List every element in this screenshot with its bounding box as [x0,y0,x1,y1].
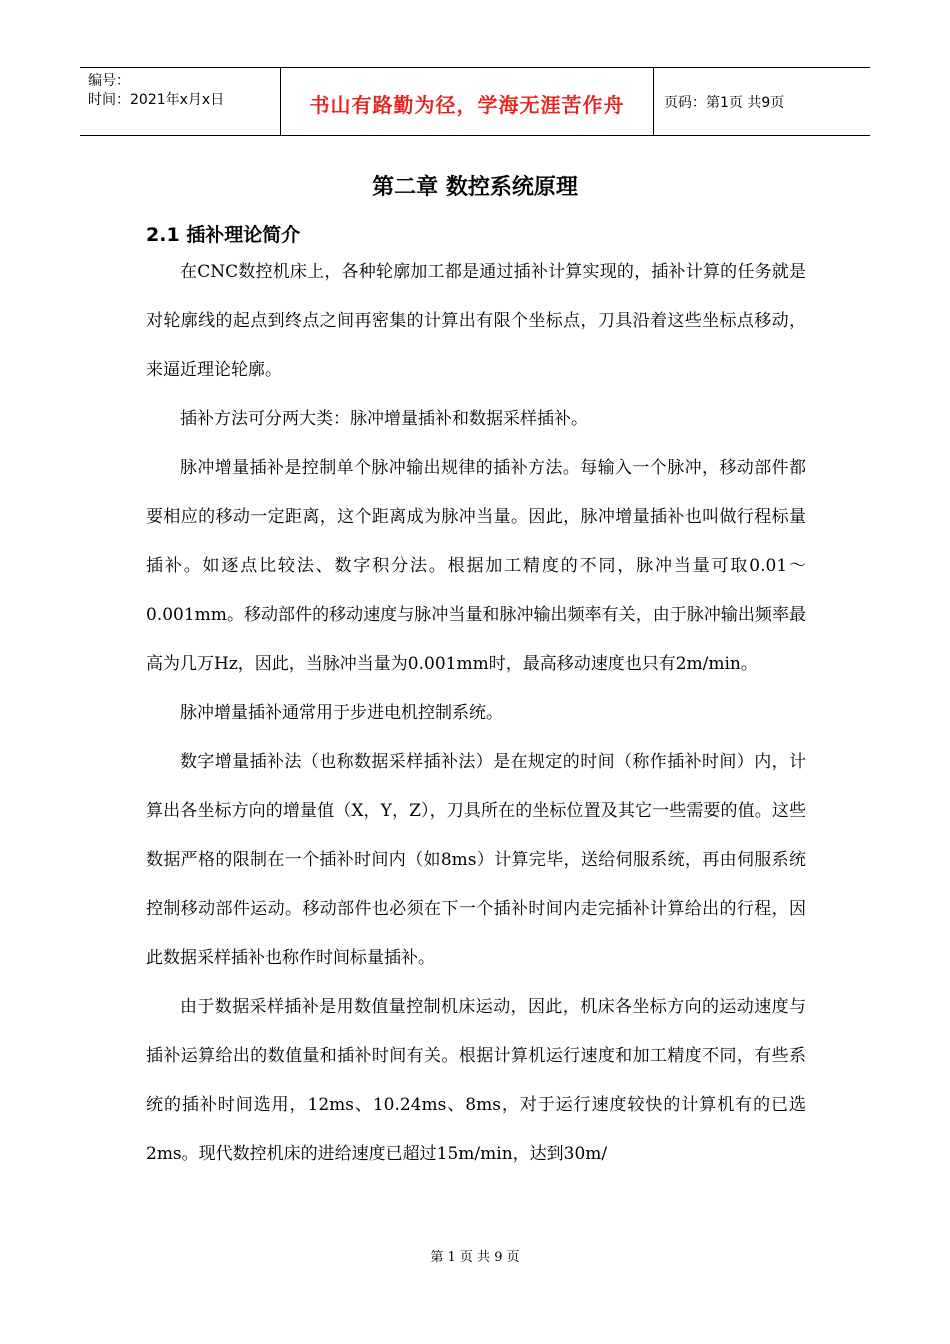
page-header [80,67,870,136]
body-paragraph: 脉冲增量插补是控制单个脉冲输出规律的插补方法。每输入一个脉冲，移动部件都要相应的移动一定距离，这个距离成为脉冲当量。因此，脉冲增量插补也叫做行程标量插补。如逐点比较法、数字积分法。根据加工精度的不同，脉冲当量可取0.01～0.001mm。移动部件的移动速度与脉冲当量和脉冲输出频率有关，由于脉冲输出频率最高为几万Hz，因此，当脉冲当量为0.001mm时，最高移动速度也只有2m/min。 [146,458,806,674]
body-paragraph: 在CNC数控机床上，各种轮廓加工都是通过插补计算实现的，插补计算的任务就是对轮廓线的起点到终点之间再密集的计算出有限个坐标点，刀具沿着这些坐标点移动，来逼近理论轮廓。 [146,262,806,380]
header-motto-cell [281,68,654,135]
body-paragraph: 脉冲增量插补通常用于步进电机控制系统。 [180,703,503,723]
header-meta [80,68,281,135]
body-paragraph: 数字增量插补法（也称数据采样插补法）是在规定的时间（称作插补时间）内，计算出各坐标方向的增量值（X，Y，Z），刀具所在的坐标位置及其它一些需要的值。这些数据严格的限制在一个插补时间内（如8ms）计算完毕，送给伺服系统，再由伺服系统控制移动部件运动。移动部件也必须在下一个插补时间内走完插补计算给出的行程，因此数据采样插补也称作时间标量插补。 [146,752,806,968]
header-page-code: 页码：第1页 共9页 [664,94,785,111]
body-paragraph: 插补方法可分两大类：脉冲增量插补和数据采样插补。 [180,409,588,429]
document-time-label: 时间：2021年x月x日 [88,92,225,108]
body-paragraph: 由于数据采样插补是用数值量控制机床运动，因此，机床各坐标方向的运动速度与插补运算给出的数值量和插补时间有关。根据计算机运行速度和加工精度不同，有些系统的插补时间选用，12ms、10.24ms、8ms，对于运行速度较快的计算机有的已选2ms。现代数控机床的进给速度已超过15m/min，达到30m/ [146,997,806,1164]
page-footer: 第 1 页 共 9 页 [430,1250,520,1265]
document-body [146,248,806,1179]
document-number-label: 编号： [88,73,130,89]
header-motto: 书山有路勤为径，学海无涯苦作舟 [309,93,625,117]
chapter-title: 第二章 数控系统原理 [372,175,578,200]
section-heading: 2.1 插补理论简介 [146,224,301,246]
header-page-code-cell [654,68,870,135]
